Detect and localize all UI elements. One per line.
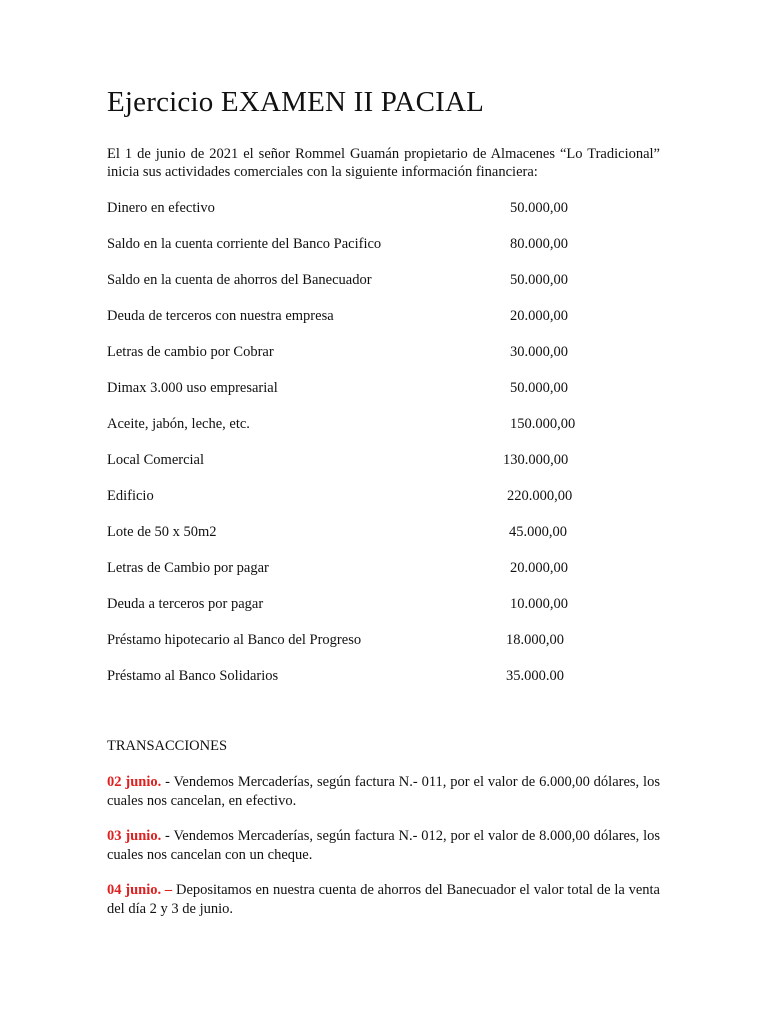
item-label: Letras de cambio por Cobrar bbox=[107, 344, 274, 360]
item-label: Préstamo hipotecario al Banco del Progreso bbox=[107, 632, 362, 648]
item-label: Deuda de terceros con nuestra empresa bbox=[107, 308, 334, 324]
item-label: Dimax 3.000 uso empresarial bbox=[107, 380, 278, 396]
item-row bbox=[107, 450, 667, 470]
transaction-text: - Vendemos Mercaderías, según factura N.- 011, por el valor de 6.000,00 dólares, los cuales nos cancelan, en efectivo. bbox=[107, 774, 660, 809]
item-label: Local Comercial bbox=[107, 452, 205, 468]
transaction-date: 03 junio. bbox=[107, 828, 162, 844]
item-label: Préstamo al Banco Solidarios bbox=[107, 668, 279, 684]
intro-paragraph: El 1 de junio de 2021 el señor Rommel Guamán propietario de Almacenes “Lo Tradicional” inicia sus actividades comerciales con la siguiente información financiera: bbox=[107, 146, 660, 180]
item-value: 20.000,00 bbox=[510, 560, 568, 576]
item-row bbox=[107, 270, 667, 290]
item-value: 130.000,00 bbox=[503, 452, 569, 468]
item-value: 80.000,00 bbox=[510, 236, 568, 252]
item-value: 50.000,00 bbox=[510, 200, 568, 216]
item-value: 18.000,00 bbox=[506, 632, 564, 648]
item-row bbox=[107, 558, 667, 578]
item-row bbox=[107, 666, 667, 686]
transaction-text: - Vendemos Mercaderías, según factura N.- 012, por el valor de 8.000,00 dólares, los cuales nos cancelan con un cheque. bbox=[107, 828, 660, 863]
item-value: 10.000,00 bbox=[510, 596, 568, 612]
item-row bbox=[107, 198, 667, 218]
transaction-entry bbox=[107, 827, 660, 865]
item-row bbox=[107, 342, 667, 362]
item-label: Saldo en la cuenta de ahorros del Banecuador bbox=[107, 272, 372, 288]
item-row bbox=[107, 234, 667, 254]
transaction-entry bbox=[107, 881, 660, 919]
item-value: 30.000,00 bbox=[510, 344, 568, 360]
item-row bbox=[107, 414, 667, 434]
item-label: Lote de 50 x 50m2 bbox=[107, 524, 217, 540]
item-value: 35.000.00 bbox=[506, 668, 564, 684]
transaction-date: 04 junio. – bbox=[107, 882, 173, 898]
item-label: Edificio bbox=[107, 488, 154, 504]
item-row bbox=[107, 594, 667, 614]
item-value: 45.000,00 bbox=[509, 524, 567, 540]
item-value: 150.000,00 bbox=[510, 416, 576, 432]
item-label: Deuda a terceros por pagar bbox=[107, 596, 264, 612]
item-label: Letras de Cambio por pagar bbox=[107, 560, 269, 576]
item-value: 50.000,00 bbox=[510, 380, 568, 396]
item-row bbox=[107, 378, 667, 398]
transaction-date: 02 junio. bbox=[107, 774, 162, 790]
item-label: Aceite, jabón, leche, etc. bbox=[107, 416, 250, 432]
section-title: TRANSACCIONES bbox=[107, 738, 228, 754]
transaction-entry bbox=[107, 773, 660, 811]
item-row bbox=[107, 486, 667, 506]
item-row bbox=[107, 306, 667, 326]
page-title: Ejercicio EXAMEN II PACIAL bbox=[107, 86, 485, 118]
item-row bbox=[107, 522, 667, 542]
item-label: Dinero en efectivo bbox=[107, 200, 215, 216]
item-label: Saldo en la cuenta corriente del Banco Pacifico bbox=[107, 236, 382, 252]
item-value: 50.000,00 bbox=[510, 272, 568, 288]
item-value: 220.000,00 bbox=[507, 488, 573, 504]
item-value: 20.000,00 bbox=[510, 308, 568, 324]
transaction-text: Depositamos en nuestra cuenta de ahorros del Banecuador el valor total de la venta del día 2 y 3 de junio. bbox=[107, 882, 660, 917]
item-row bbox=[107, 630, 667, 650]
